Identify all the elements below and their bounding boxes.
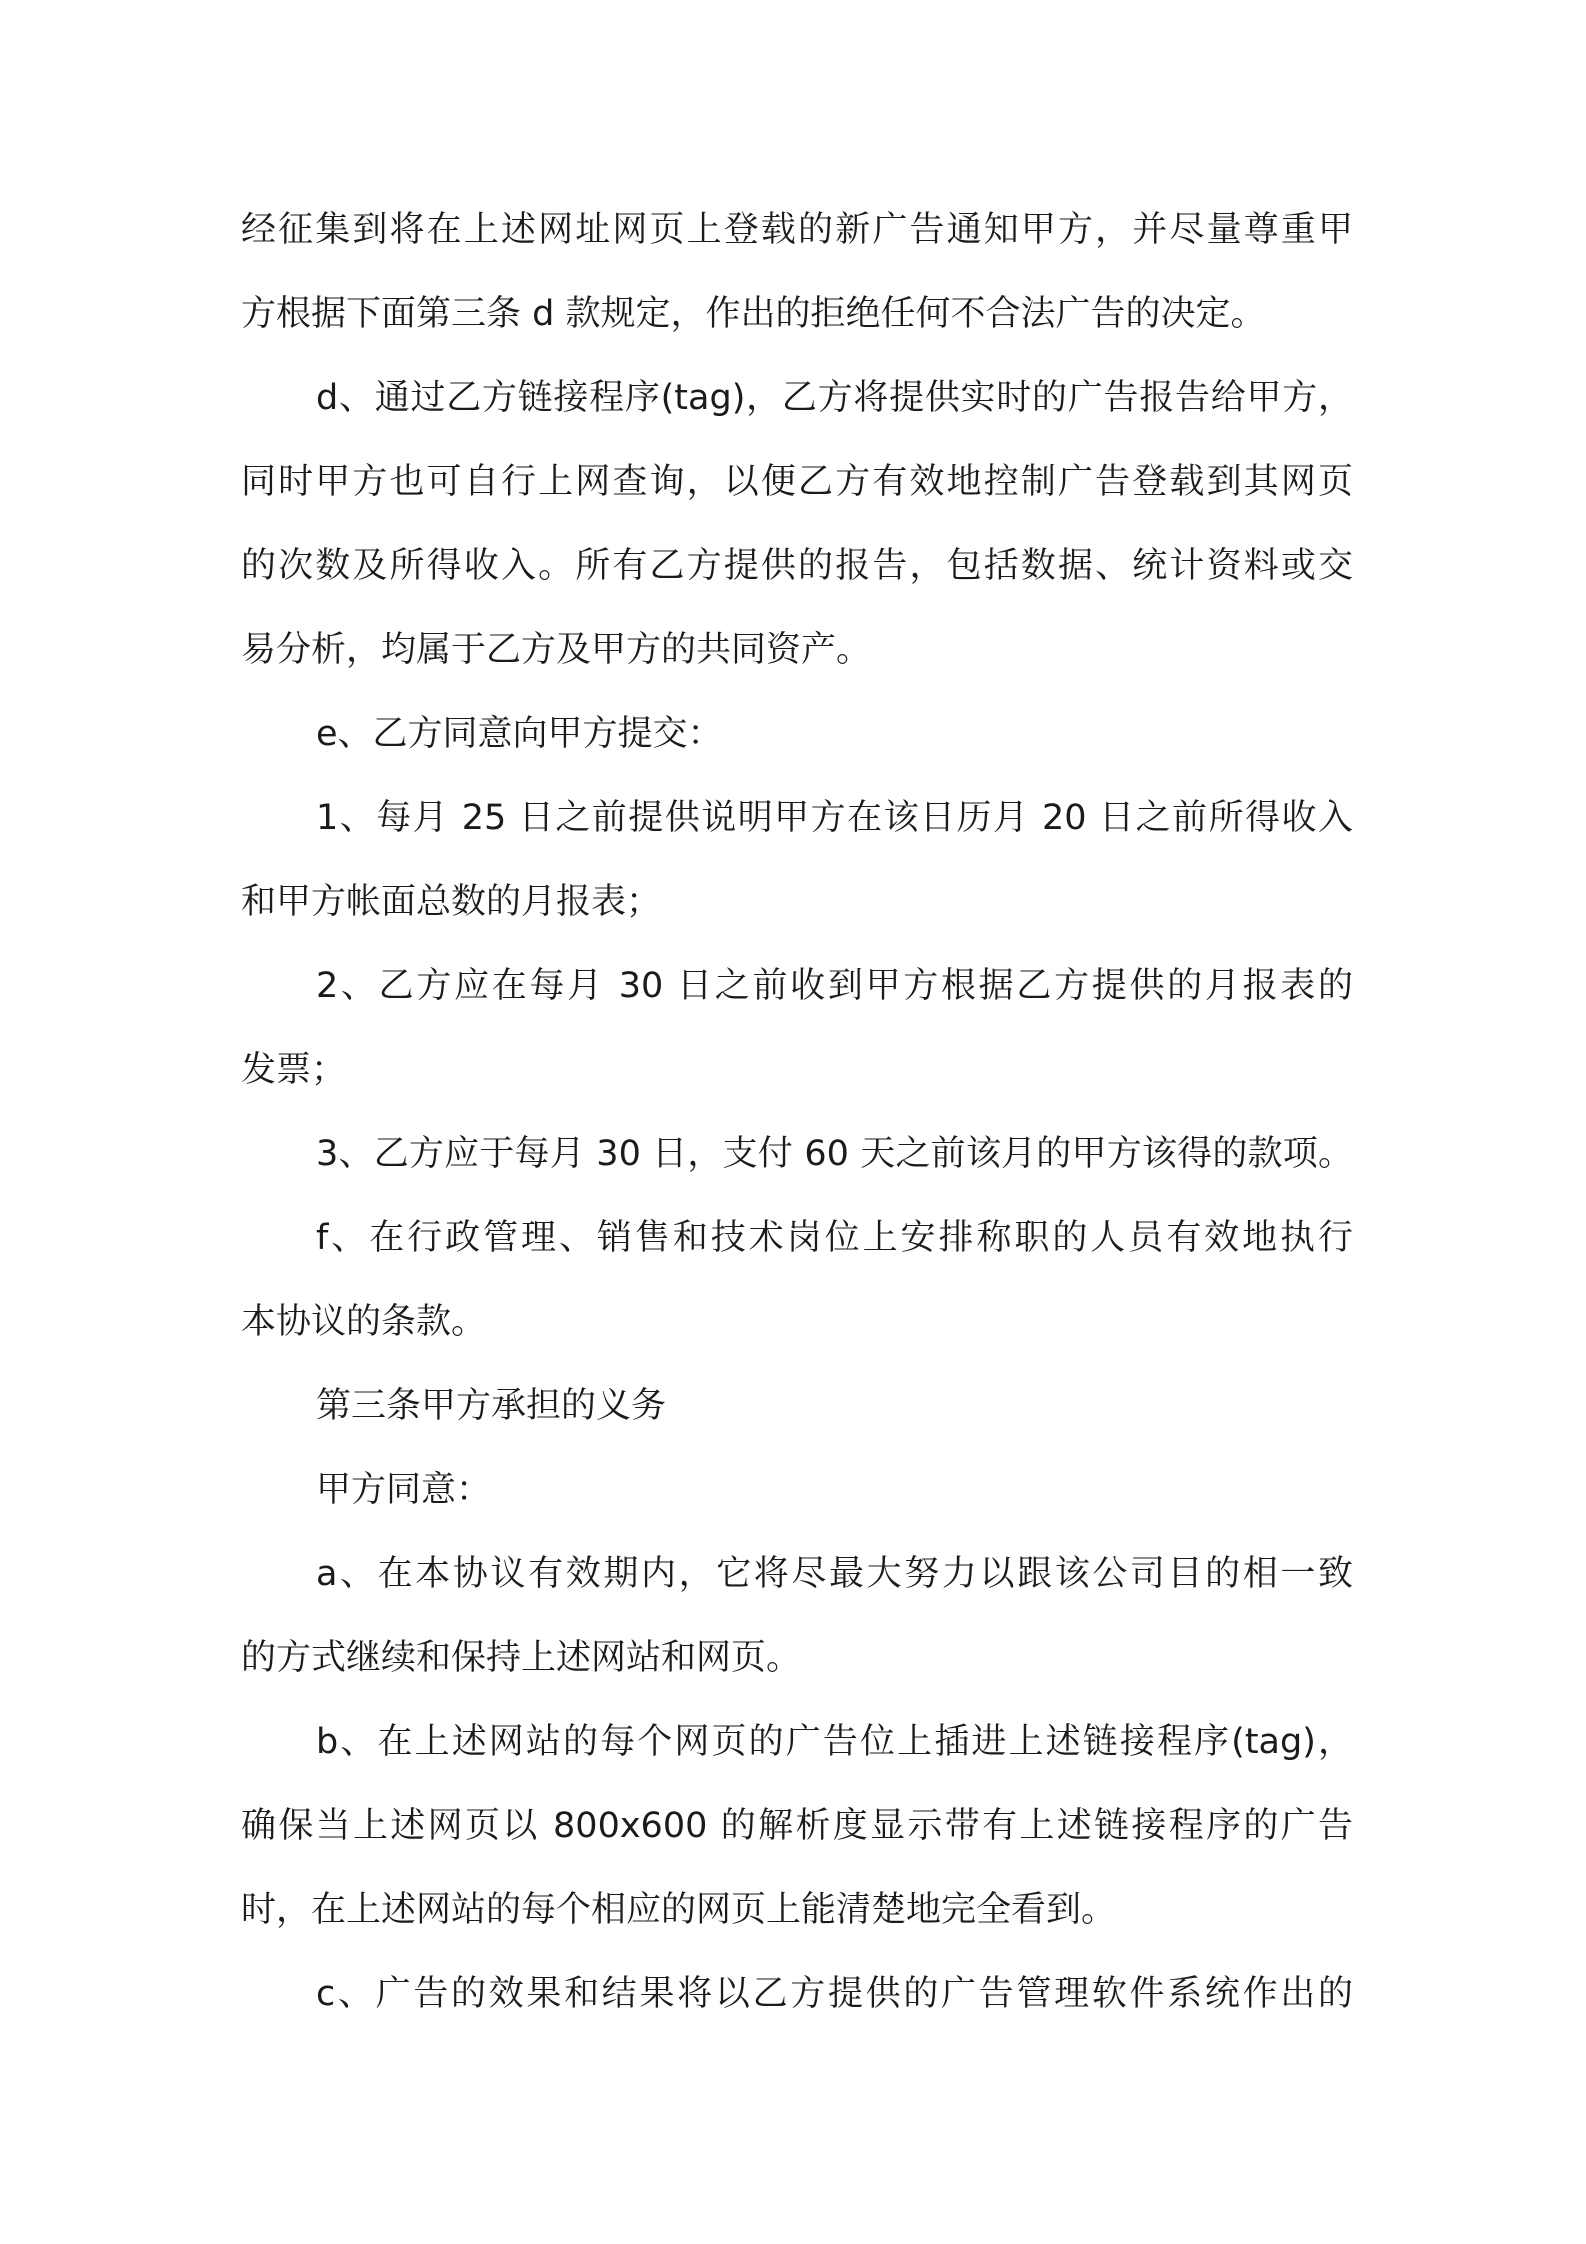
text-line: f、在行政管理、销售和技术岗位上安排称职的人员有效地执行: [316, 1218, 1353, 1258]
text-line: d、通过乙方链接程序(tag)，乙方将提供实时的广告报告给甲方，: [316, 378, 1353, 418]
text-line: c、广告的效果和结果将以乙方提供的广告管理软件系统作出的: [316, 1974, 1353, 2014]
section-heading: 第三条甲方承担的义务: [316, 1386, 667, 1426]
text-line: a、在本协议有效期内，它将尽最大努力以跟该公司目的相一致: [316, 1554, 1353, 1594]
text-line: 方根据下面第三条 d 款规定，作出的拒绝任何不合法广告的决定。: [241, 294, 1266, 334]
text-line: 时，在上述网站的每个相应的网页上能清楚地完全看到。: [241, 1890, 1117, 1930]
text-line: 3、乙方应于每月 30 日，支付 60 天之前该月的甲方该得的款项。: [316, 1134, 1353, 1174]
text-line: 同时甲方也可自行上网查询，以便乙方有效地控制广告登载到其网页: [241, 462, 1353, 502]
text-line: 发票；: [241, 1050, 347, 1090]
text-line: 的次数及所得收入。所有乙方提供的报告，包括数据、统计资料或交: [241, 546, 1353, 586]
text-line: 1、每月 25 日之前提供说明甲方在该日历月 20 日之前所得收入: [316, 798, 1353, 838]
text-line: 易分析，均属于乙方及甲方的共同资产。: [241, 630, 872, 670]
text-line: b、在上述网站的每个网页的广告位上插进上述链接程序(tag)，: [316, 1722, 1353, 1762]
text-line: 经征集到将在上述网址网页上登载的新广告通知甲方，并尽量尊重甲: [241, 210, 1353, 250]
text-line: 确保当上述网页以 800x600 的解析度显示带有上述链接程序的广告: [241, 1806, 1353, 1846]
text-line: 甲方同意：: [316, 1470, 492, 1510]
text-line: 2、乙方应在每月 30 日之前收到甲方根据乙方提供的月报表的: [316, 966, 1353, 1006]
text-line: e、乙方同意向甲方提交：: [316, 714, 723, 754]
text-line: 和甲方帐面总数的月报表；: [241, 882, 662, 922]
text-line: 的方式继续和保持上述网站和网页。: [241, 1638, 802, 1678]
text-line: 本协议的条款。: [241, 1302, 487, 1342]
